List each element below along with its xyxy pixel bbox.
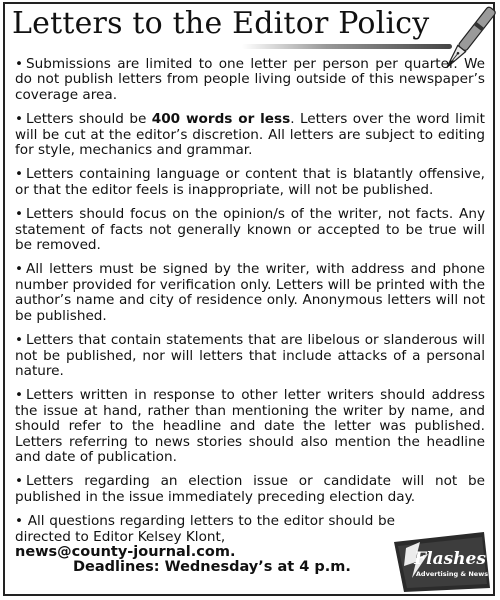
- policy-item: • Letters that contain statements that are libelous or slanderous will not be published, nor will letters that include attacks of a personal nature.: [15, 332, 485, 379]
- policy-item: • Letters should be 400 words or less. Letters over the word limit will be cut at the editor’s discretion. All letters are subject to editing for style, mechanics and grammar.: [15, 111, 485, 159]
- policy-item: • All letters must be signed by the writer, with address and phone number provided for verification only. Letters will be printed with the author’s name and city of residence only. Anonymous letters will not be published.: [15, 261, 485, 324]
- policy-item: • Letters regarding an election issue or candidate will not be published in the issue immediately preceding election day.: [15, 473, 485, 505]
- bullet-icon: •: [15, 56, 24, 72]
- policy-body: [15, 57, 485, 576]
- flashes-logo: [392, 528, 492, 594]
- bullet-icon: •: [15, 473, 24, 490]
- bullet-icon: •: [15, 261, 24, 278]
- logo-tagline: Advertising & News: [415, 570, 489, 578]
- contact-email[interactable]: news@county-journal.com.: [15, 543, 236, 560]
- contact-block: [15, 514, 395, 576]
- logo-name: Flashes: [414, 549, 486, 569]
- policy-item: • Letters containing language or content that is blatantly offensive, or that the editor feels is inappropriate, will not be published.: [15, 166, 485, 198]
- bullet-icon: •: [15, 513, 24, 530]
- page-title: Letters to the Editor Policy: [12, 6, 430, 41]
- bullet-icon: •: [15, 332, 24, 349]
- title-underline: [242, 44, 452, 49]
- policy-item: • Letters should focus on the opinion/s of the writer, not facts. Any statement of facts not generally known or accepted to be true will be removed.: [15, 206, 485, 254]
- bullet-icon: •: [15, 387, 24, 404]
- contact-text: • All questions regarding letters to the editor should be directed to Editor Kelsey Klont,: [15, 513, 395, 545]
- bullet-icon: •: [15, 111, 24, 128]
- bullet-icon: •: [15, 206, 24, 223]
- bullet-icon: •: [15, 166, 24, 183]
- policy-item: • Submissions are limited to one letter per person per quarter. We do not publish letters from people living outside of this newspaper’s coverage area.: [15, 56, 485, 103]
- word-limit: 400 words or less: [151, 111, 291, 128]
- deadline-text: Deadlines: Wednesday’s at 4 p.m.: [73, 559, 351, 576]
- policy-item: • Letters written in response to other letter writers should address the issue at hand, rather than mentioning the writer by name, and should refer to the headline and date the letter was published. Letters referring to news stories should also mention the headline and date of publication.: [15, 387, 485, 465]
